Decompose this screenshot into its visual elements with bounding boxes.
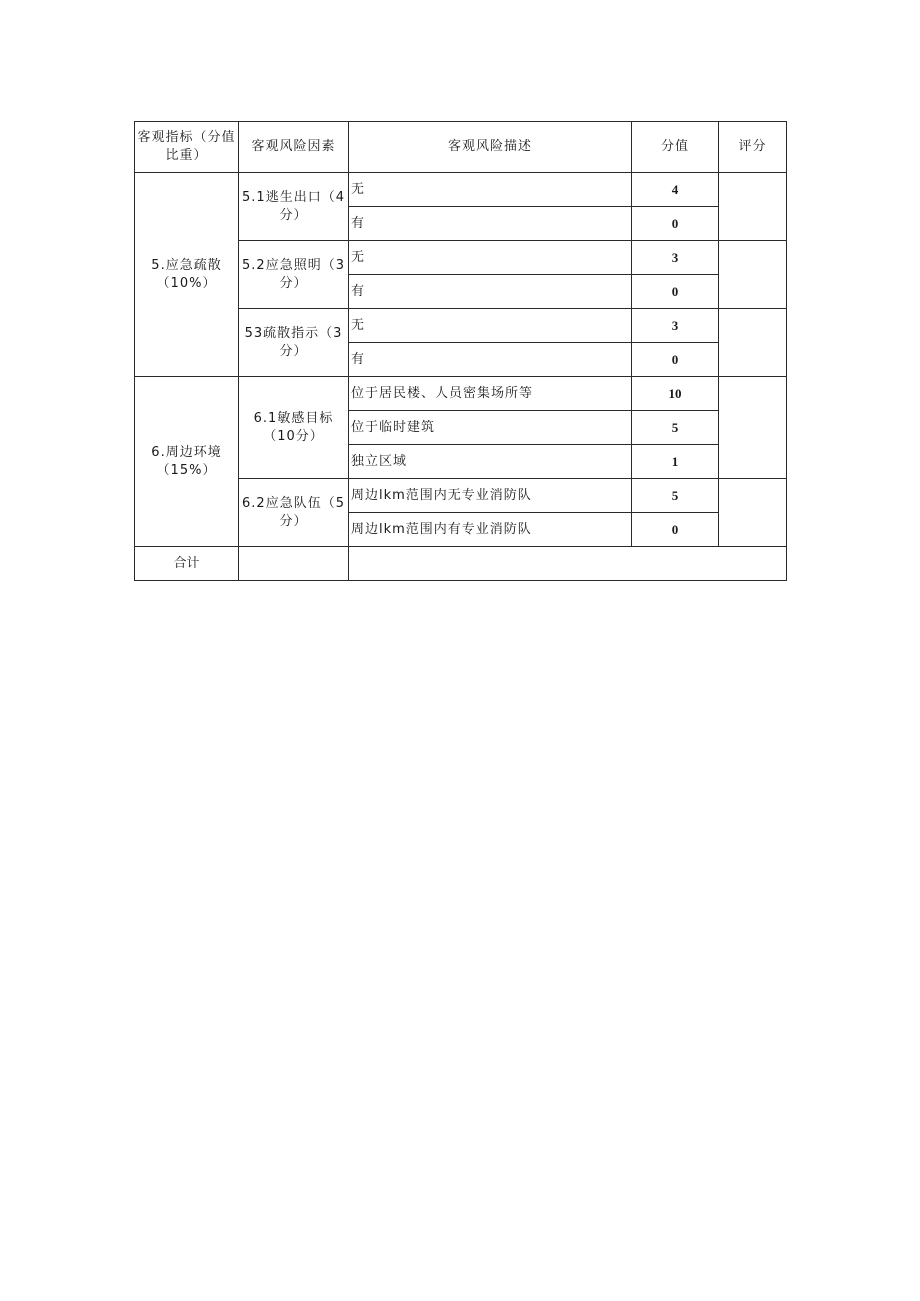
- rating-cell-emergency-lighting[interactable]: [719, 241, 787, 309]
- rating-cell-escape-exit[interactable]: [719, 173, 787, 241]
- rating-cell-sensitive-target[interactable]: [719, 377, 787, 479]
- table-row: [135, 377, 787, 411]
- points-cell: 3: [632, 241, 719, 275]
- points-cell: 1: [632, 445, 719, 479]
- description-cell: 无: [349, 173, 632, 207]
- points-cell: 5: [632, 411, 719, 445]
- points-cell: 4: [632, 173, 719, 207]
- description-cell: 有: [349, 343, 632, 377]
- indicator-cell-surroundings: 6.周边环境（15%）: [135, 377, 239, 547]
- description-cell: 无: [349, 309, 632, 343]
- header-rating: 评分: [719, 122, 787, 173]
- header-indicator: 客观指标（分值比重）: [135, 122, 239, 173]
- header-row: [135, 122, 787, 173]
- rating-cell-evacuation-signs[interactable]: [719, 309, 787, 377]
- description-cell: 周边lkm范围内无专业消防队: [349, 479, 632, 513]
- description-cell: 有: [349, 275, 632, 309]
- header-points: 分值: [632, 122, 719, 173]
- points-cell: 3: [632, 309, 719, 343]
- points-cell: 5: [632, 479, 719, 513]
- factor-cell-emergency-lighting: 5.2应急照明（3分）: [239, 241, 349, 309]
- total-value-cell[interactable]: [349, 547, 787, 581]
- description-cell: 无: [349, 241, 632, 275]
- header-description: 客观风险描述: [349, 122, 632, 173]
- rating-cell-emergency-team[interactable]: [719, 479, 787, 547]
- indicator-cell-evacuation: 5.应急疏散（10%）: [135, 173, 239, 377]
- points-cell: 10: [632, 377, 719, 411]
- table-row: [135, 173, 787, 207]
- points-cell: 0: [632, 207, 719, 241]
- points-cell: 0: [632, 513, 719, 547]
- factor-cell-evacuation-signs: 53疏散指示（3分）: [239, 309, 349, 377]
- description-cell: 独立区域: [349, 445, 632, 479]
- factor-cell-sensitive-target: 6.1敏感目标（10分）: [239, 377, 349, 479]
- points-cell: 0: [632, 343, 719, 377]
- total-row: [135, 547, 787, 581]
- description-cell: 位于临时建筑: [349, 411, 632, 445]
- total-factor-cell: [239, 547, 349, 581]
- header-factor: 客观风险因素: [239, 122, 349, 173]
- risk-assessment-table: [134, 121, 787, 581]
- points-cell: 0: [632, 275, 719, 309]
- risk-assessment-sheet: [134, 121, 786, 581]
- factor-cell-escape-exit: 5.1逃生出口（4分）: [239, 173, 349, 241]
- factor-cell-emergency-team: 6.2应急队伍（5分）: [239, 479, 349, 547]
- description-cell: 周边lkm范围内有专业消防队: [349, 513, 632, 547]
- description-cell: 有: [349, 207, 632, 241]
- total-label: 合计: [135, 547, 239, 581]
- description-cell: 位于居民楼、人员密集场所等: [349, 377, 632, 411]
